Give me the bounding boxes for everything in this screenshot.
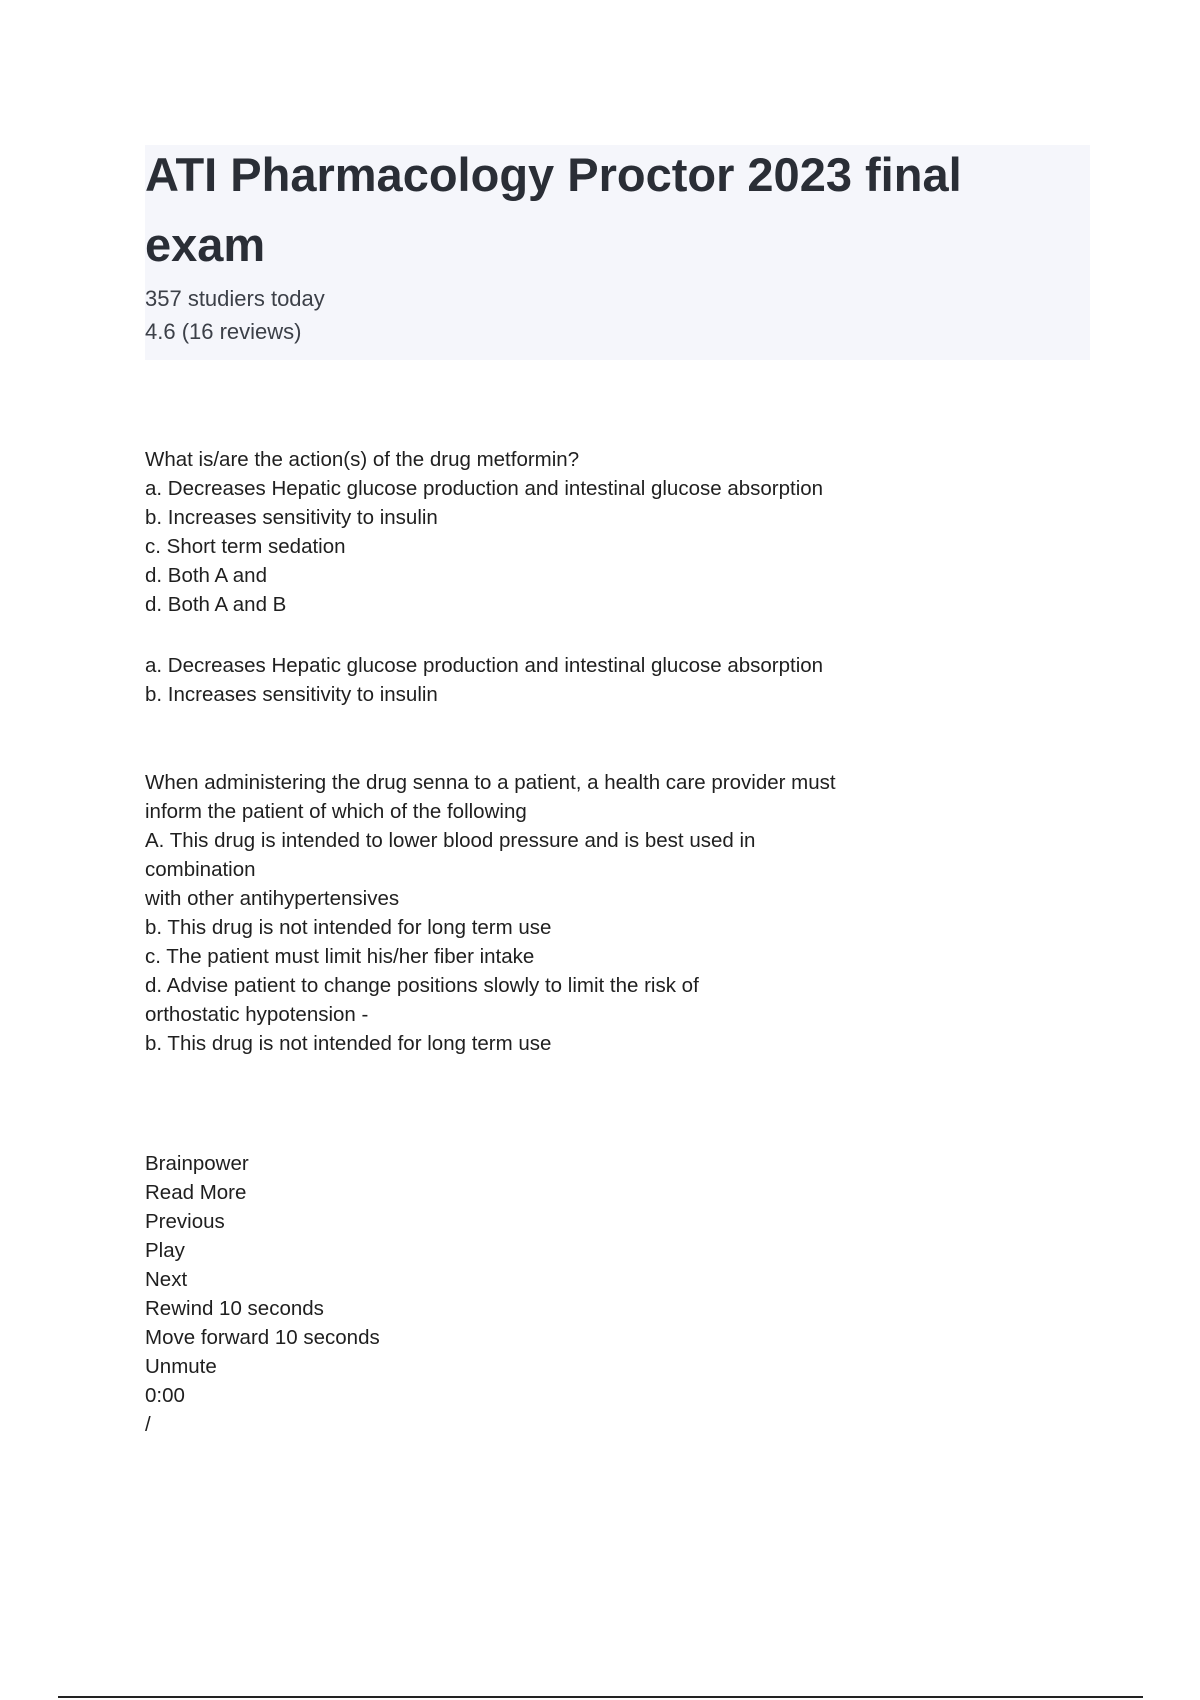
time-separator: / <box>145 1413 151 1436</box>
video-player-controls <box>145 1149 380 1439</box>
question-option: combination <box>145 858 256 881</box>
page-title: ATI Pharmacology Proctor 2023 final exam <box>145 148 962 271</box>
player-brand: Brainpower <box>145 1152 249 1175</box>
studiers-count: 357 studiers today <box>145 286 325 311</box>
question-line: What is/are the action(s) of the drug metformin? <box>145 448 580 471</box>
play-button[interactable]: Play <box>145 1239 185 1262</box>
flashcard-question-2 <box>145 768 836 1058</box>
question-option: b. Increases sensitivity to insulin <box>145 506 438 529</box>
question-option: d. Both A and <box>145 564 267 587</box>
question-option: b. This drug is not intended for long term use <box>145 916 552 939</box>
unmute-button[interactable]: Unmute <box>145 1355 217 1378</box>
question-option: a. Decreases Hepatic glucose production and intestinal glucose absorption <box>145 477 824 500</box>
previous-button[interactable]: Previous <box>145 1210 225 1233</box>
question-option: c. Short term sedation <box>145 535 346 558</box>
question-line: When administering the drug senna to a patient, a health care provider must <box>145 771 836 794</box>
answer-line: b. This drug is not intended for long term use <box>145 1032 552 1055</box>
flashcard-answer-1 <box>145 651 823 709</box>
rewind-button[interactable]: Rewind 10 seconds <box>145 1297 324 1320</box>
question-line: inform the patient of which of the following <box>145 800 527 823</box>
answer-line: a. Decreases Hepatic glucose production and intestinal glucose absorption <box>145 654 824 677</box>
question-option: d. Advise patient to change positions slowly to limit the risk of <box>145 974 699 997</box>
rating: 4.6 (16 reviews) <box>145 319 302 344</box>
page-bottom-divider <box>58 1696 1143 1698</box>
question-option: orthostatic hypotension - <box>145 1003 369 1026</box>
current-time: 0:00 <box>145 1384 185 1407</box>
question-option: c. The patient must limit his/her fiber intake <box>145 945 535 968</box>
read-more-link[interactable]: Read More <box>145 1181 247 1204</box>
question-option: d. Both A and B <box>145 593 287 616</box>
flashcard-question-1 <box>145 445 823 619</box>
question-option: A. This drug is intended to lower blood pressure and is best used in <box>145 829 756 852</box>
answer-line: b. Increases sensitivity to insulin <box>145 683 438 706</box>
header-meta <box>145 282 325 348</box>
next-button[interactable]: Next <box>145 1268 188 1291</box>
forward-button[interactable]: Move forward 10 seconds <box>145 1326 380 1349</box>
question-option: with other antihypertensives <box>145 887 400 910</box>
